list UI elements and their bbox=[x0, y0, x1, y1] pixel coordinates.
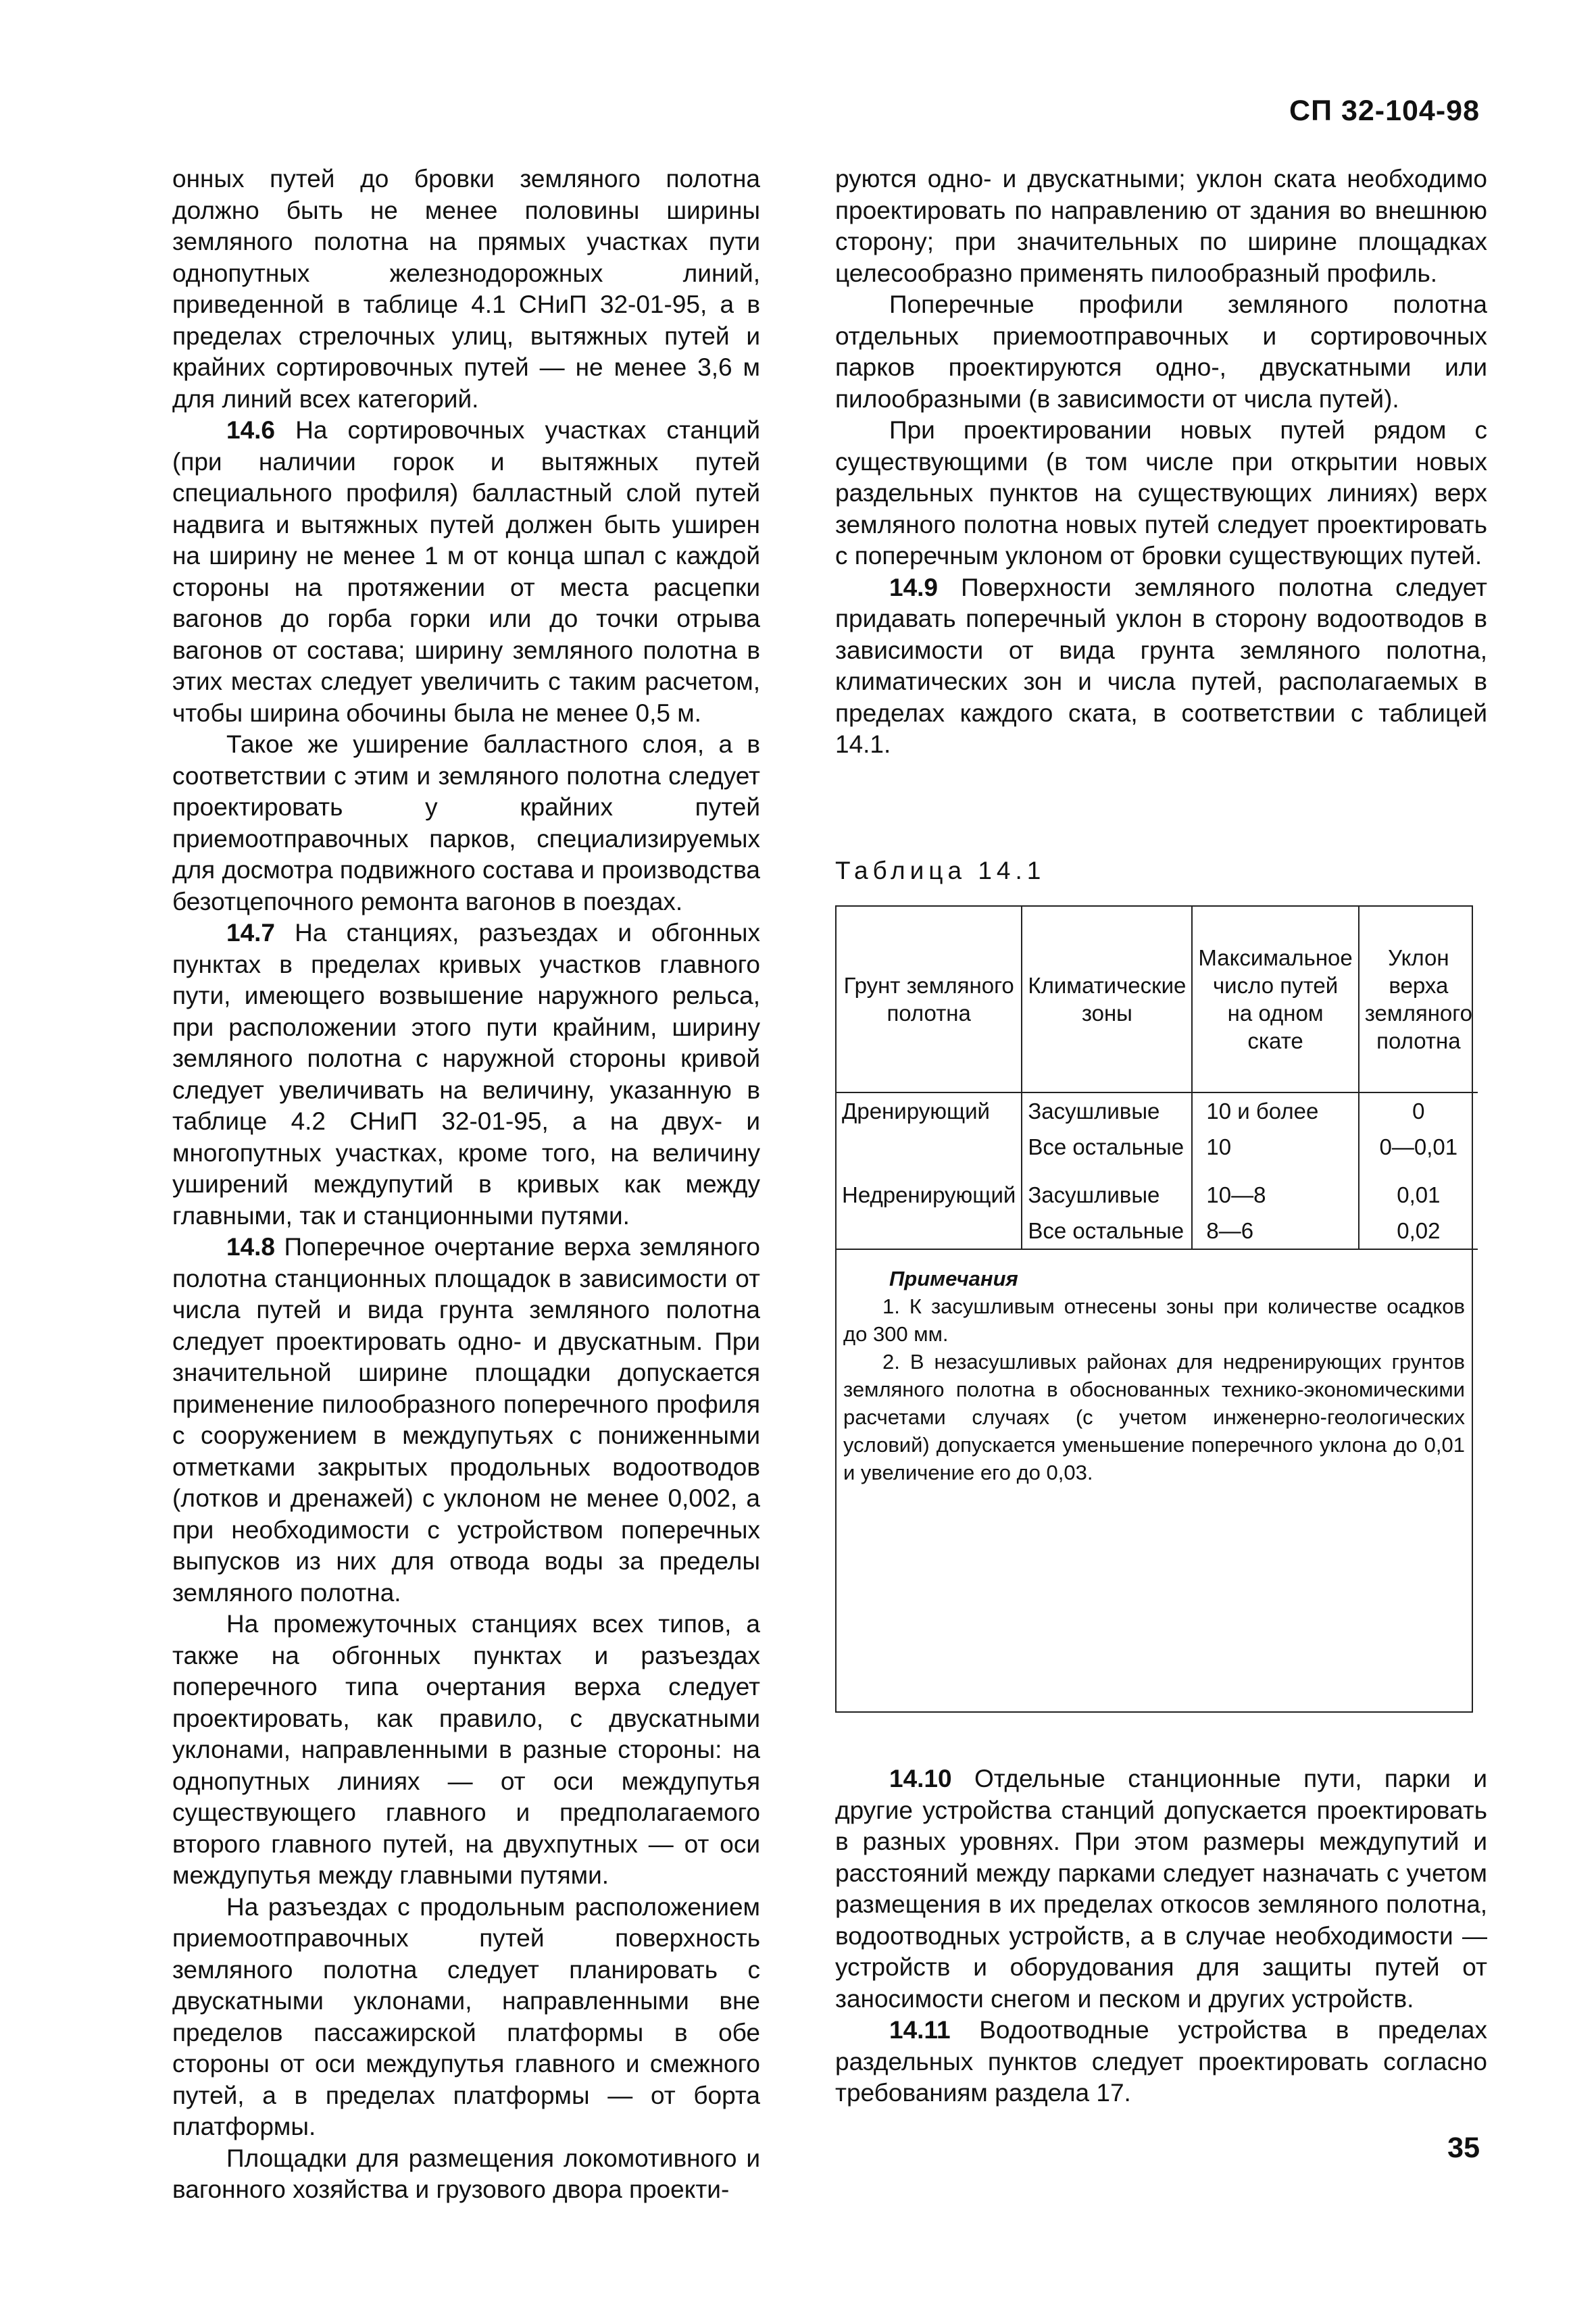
document-code: СП 32-104-98 bbox=[1289, 95, 1480, 127]
paragraph-14-9: 14.9 Поверхности земляного полотна следует придавать поперечный уклон в сторону водоотводов в зависимости от вида грунта земляного полотна, климатических зон и числа путей, располагаемых в пределах каждого ската, в соответствии с таблицей 14.1. bbox=[835, 573, 1487, 758]
paragraph-14-11: 14.11 Водоотводные устройства в пределах раздельных пунктов следует проектировать согласно требованиям раздела 17. bbox=[835, 2016, 1487, 2107]
table-cell: Все остальные bbox=[1022, 1129, 1192, 1165]
table-cell: 10 и более bbox=[1192, 1092, 1358, 1129]
note-item: 1. К засушливым отнесены зоны при количестве осадков до 300 мм. bbox=[843, 1294, 1465, 1346]
table-row bbox=[837, 1129, 1478, 1165]
table-cell: 10—8 bbox=[1192, 1165, 1358, 1213]
right-column-top bbox=[835, 164, 1487, 761]
paragraph: Такое же уширение балластного слоя, а в соответствии с этим и земляного полотна следует проектировать у крайних путей приемоотправочных парков, специализируемых для досмотра подвижного состава и производства безотцепочного ремонта вагонов в поездах. bbox=[172, 730, 760, 915]
table-caption: Таблица 14.1 bbox=[835, 857, 1046, 884]
paragraph-14-6: 14.6 На сортировочных участках станций (при наличии горок и вытяжных путей специального профиля) балластный слой путей надвига и вытяжных путей должен быть уширен на ширину не менее 1 м от конца шпал с каждой стороны на протяжении от места расцепки вагонов до горба горки или до точки отрыва вагонов от состава; ширину земляного полотна в этих местах следует увеличить с таким расчетом, чтобы ширина обочины была не менее 0,5 м. bbox=[172, 416, 760, 727]
table-cell: 0—0,01 bbox=[1379, 1134, 1458, 1159]
table-cell: Засушливые bbox=[1022, 1092, 1192, 1129]
table-cell: 0 bbox=[1412, 1099, 1425, 1124]
paragraph: На промежуточных станциях всех типов, а также на обгонных пунктах и разъездах поперечного типа очертания верха следует проектировать, как правило, с двускатными уклонами, направленными в разные стороны: на однопутных линиях — от оси междупутья существующего главного и предполагаемого второго главного путей, на двухпутных — от оси междупутья между главными путями. bbox=[172, 1610, 760, 1889]
paragraph: На разъездах с продольным расположением приемоотправочных путей поверхность земляного полотна следует планировать с двускатными уклонами, направленными вне пределов пассажирской платформы в обе стороны от оси междупутья главного и смежного путей, а в пределах платформы — от борта платформы. bbox=[172, 1892, 760, 2140]
note-item: 2. В незасушливых районах для недренирующих грунтов земляного полотна в обоснованных технико-экономическими расчетами случаях (с учетом инженерно-геологических условий) допускается уменьшение поперечного уклона до 0,01 и увеличение его до 0,03. bbox=[843, 1350, 1465, 1484]
table-row bbox=[837, 1092, 1478, 1129]
table-cell bbox=[837, 1129, 1022, 1165]
column-header: Грунт земляного полотна bbox=[837, 907, 1022, 1092]
paragraph: руются одно- и двускатными; уклон ската необходимо проектировать по направлению от здания во внешнюю сторону; при значительных по ширине площадках целесообразно применять пилообразный профиль. bbox=[835, 165, 1487, 287]
paragraph: При проектировании новых путей рядом с существующими (в том числе при открытии новых раздельных пунктов на существующих линиях) верх земляного полотна новых путей следует проектировать с поперечным уклоном от бровки существующих путей. bbox=[835, 416, 1487, 570]
column-header: Уклон верха земляного полотна bbox=[1359, 907, 1478, 1092]
table-row bbox=[837, 1213, 1478, 1249]
right-column-bottom bbox=[835, 1763, 1487, 2109]
table-cell: Все остальные bbox=[1022, 1213, 1192, 1249]
column-header: Максимальное число путей на одном скате bbox=[1192, 907, 1358, 1092]
table-cell: Засушливые bbox=[1022, 1165, 1192, 1213]
paragraph-14-10: 14.10 Отдельные станционные пути, парки и другие устройства станций допускается проектировать в разных уровнях. При этом размеры междупутий и расстояний между парками следует назначать с учетом размещения в их пределах откосов земляного полотна, водоотводных устройств, а в случае необходимости — устройств и оборудования для защиты путей от заносимости снегом и песком и других устройств. bbox=[835, 1765, 1487, 2013]
table-cell: 10 bbox=[1192, 1129, 1358, 1165]
table-cell: 0,01 bbox=[1397, 1182, 1441, 1207]
notes-title: Примечания bbox=[889, 1267, 1018, 1290]
table-row bbox=[837, 1165, 1478, 1213]
table-cell: 8—6 bbox=[1192, 1213, 1358, 1249]
paragraph-14-8: 14.8 Поперечное очертание верха земляного полотна станционных площадок в зависимости от числа путей и вида грунта земляного полотна следует проектировать одно- и двускатным. При значительной ширине площадки допускается применение пилообразного поперечного профиля с сооружением в междупутьях с пониженными отметками закрытых продольных водоотводов (лотков и дренажей) с уклоном не менее 0,002, а при необходимости с устройством поперечных выпусков из них для отвода воды за пределы земляного полотна. bbox=[172, 1233, 760, 1607]
table-14-1 bbox=[835, 905, 1473, 1713]
paragraph: Площадки для размещения локомотивного и вагонного хозяйства и грузового двора проекти- bbox=[172, 2144, 760, 2203]
column-header: Климатические зоны bbox=[1022, 907, 1192, 1092]
table-cell: Дренирующий bbox=[837, 1092, 1022, 1129]
table-header-row bbox=[837, 907, 1478, 1092]
data-table bbox=[837, 907, 1478, 1250]
paragraph: Поперечные профили земляного полотна отдельных приемоотправочных и сортировочных парков проектируются одно-, двускатными или пилообразными (в зависимости от числа путей). bbox=[835, 291, 1487, 413]
left-column bbox=[172, 164, 760, 2206]
table-notes bbox=[837, 1250, 1472, 1486]
table-cell: Недренирующий bbox=[837, 1165, 1022, 1213]
table-cell: 0,02 bbox=[1359, 1213, 1478, 1249]
paragraph-14-7: 14.7 На станциях, разъездах и обгонных пунктах в пределах кривых участков главного пути, имеющего возвышение наружного рельса, при расположении этого пути крайним, ширину земляного полотна с наружной стороны кривой следует увеличивать на величину, указанную в таблице 4.2 СНиП 32-01-95, а на двух- и многопутных участках, кроме того, на величину уширений междупутий в кривых как между главными, так и станционными путями. bbox=[172, 919, 760, 1230]
paragraph: онных путей до бровки земляного полотна должно быть не менее половины ширины земляного полотна на прямых участках пути однопутных железнодорожных линий, приведенной в таблице 4.1 СНиП 32-01-95, а в пределах стрелочных улиц, вытяжных путей и крайних сортировочных путей — не менее 3,6 м для линий всех категорий. bbox=[172, 165, 760, 413]
table-cell bbox=[837, 1213, 1022, 1249]
page-number: 35 bbox=[1447, 2132, 1480, 2164]
